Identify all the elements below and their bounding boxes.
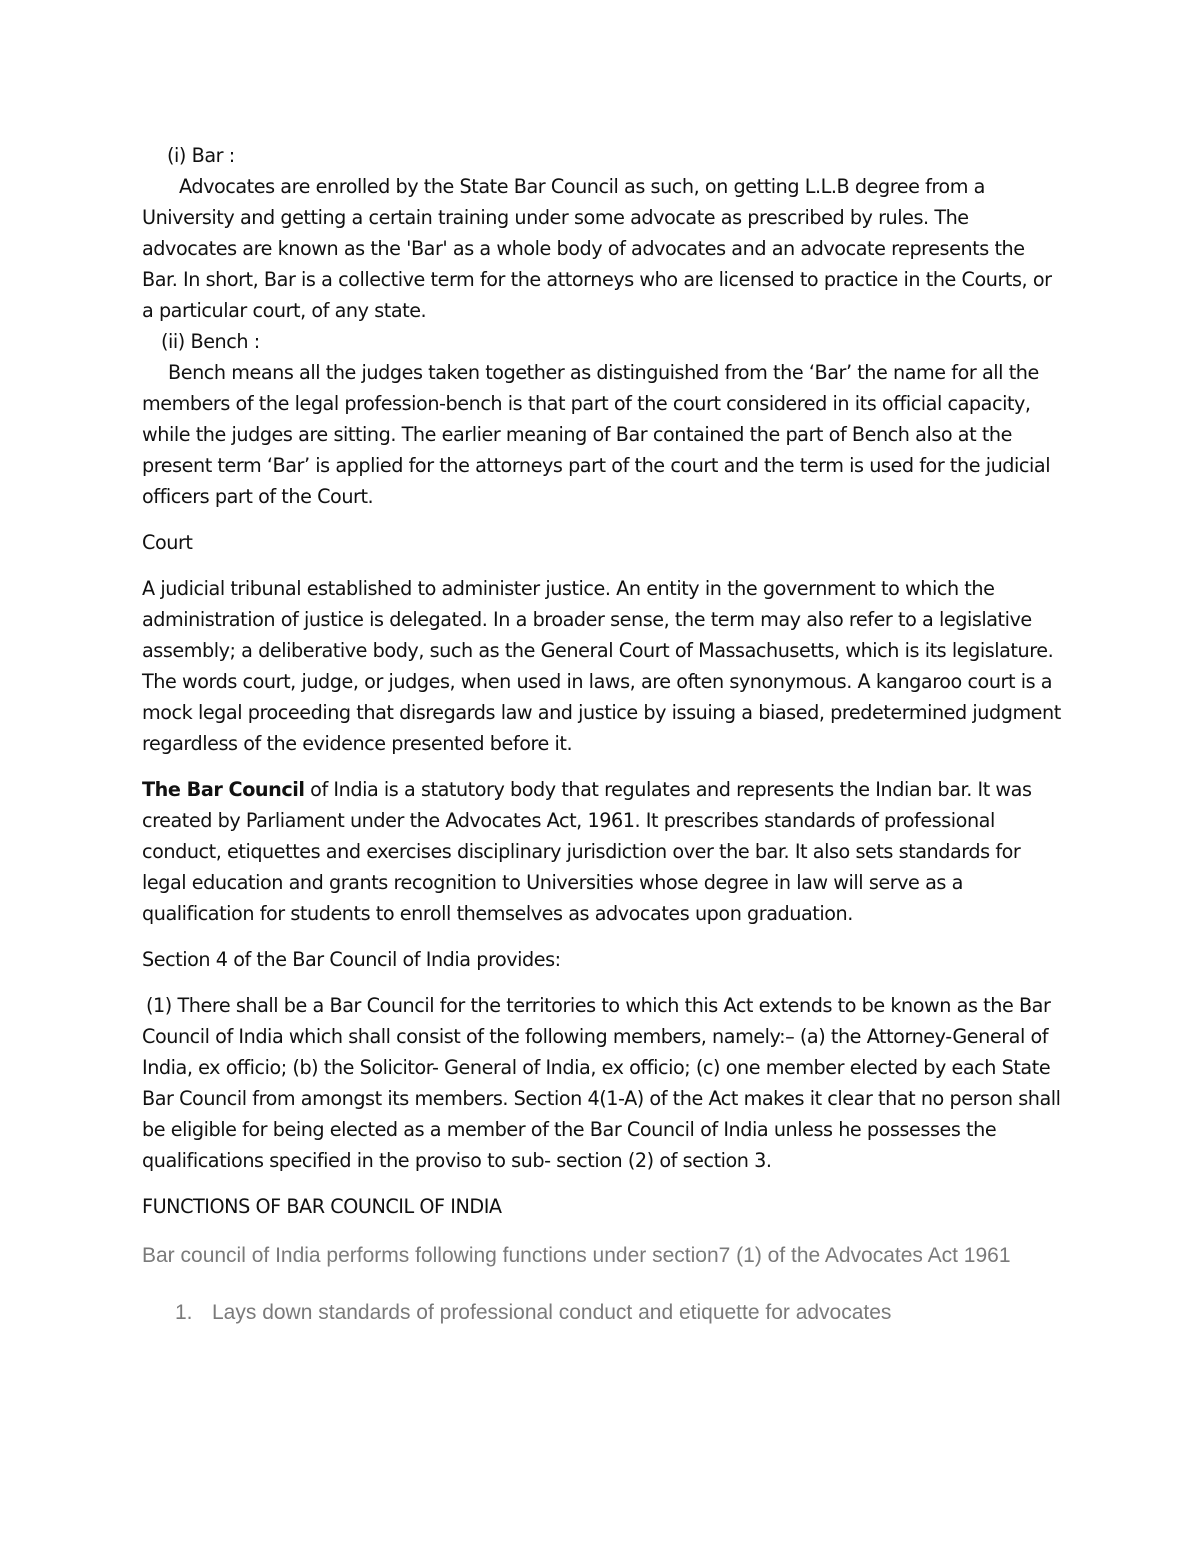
section4-paragraph: (1) There shall be a Bar Council for the territories to which this Act extends to be known as the Bar Council of India which shall consist of the following members, namely:– (a) the Attorney-General of India, ex officio; (b) the Solicitor- General of India, ex officio; (c) one member elected by each State Bar Council from amongst its members. Section 4(1-A) of the Act makes it clear that no person shall be eligible for being elected as a member of the Bar Council of India unless he possesses the qualifications specified in the proviso to sub- section (2) of section 3. xyxy=(142,994,1061,1172)
bench-paragraph: Bench means all the judges taken together as distinguished from the ‘Bar’ the name for all the members of the legal profession-bench is that part of the court considered in its official capacity, while the judges are sitting. The earlier meaning of Bar contained the part of Bench also at the present term ‘Bar’ is applied for the attorneys part of the court and the term is used for the judicial officers part of the Court. xyxy=(142,361,1051,508)
bar-council-bold-term: The Bar Council xyxy=(142,778,305,801)
functions-heading: FUNCTIONS OF BAR COUNCIL OF INDIA xyxy=(142,1195,502,1218)
court-heading: Court xyxy=(142,531,193,554)
court-paragraph: A judicial tribunal established to administer justice. An entity in the government to which the administration of justice is delegated. In a broader sense, the term may also refer to a legislative assembly; a deliberative body, such as the General Court of Massachusetts, which is its legislature. The words court, judge, or judges, when used in laws, are often synonymous. A kangaroo court is a mock legal proceeding that disregards law and justice by issuing a biased, predetermined judgment regardless of the evidence presented before it. xyxy=(142,577,1061,755)
list-item-number: 1. xyxy=(175,1301,193,1324)
bench-heading: (ii) Bench : xyxy=(161,330,260,353)
list-item-text: Lays down standards of professional conduct and etiquette for advocates xyxy=(212,1301,892,1324)
list-item xyxy=(142,1301,1062,1325)
section4-heading: Section 4 of the Bar Council of India provides: xyxy=(142,948,561,971)
bar-heading: (i) Bar : xyxy=(167,144,235,167)
functions-intro: Bar council of India performs following functions under section7 (1) of the Advocates Act 1961 xyxy=(142,1244,1011,1267)
document-body xyxy=(142,140,1062,1325)
bar-council-paragraph-text: of India is a statutory body that regulates and represents the Indian bar. It was created by Parliament under the Advocates Act, 1961. It prescribes standards of professional conduct, etiquettes and exercises disciplinary jurisdiction over the bar. It also sets standards for legal education and grants recognition to Universities whose degree in law will serve as a qualification for students to enroll themselves as advocates upon graduation. xyxy=(142,778,1032,925)
bar-council-paragraph xyxy=(142,774,1062,929)
bar-paragraph: Advocates are enrolled by the State Bar Council as such, on getting L.L.B degree from a University and getting a certain training under some advocate as prescribed by rules. The advocates are known as the 'Bar' as a whole body of advocates and an advocate represents the Bar. In short, Bar is a collective term for the attorneys who are licensed to practice in the Courts, or a particular court, of any state. xyxy=(142,175,1052,322)
